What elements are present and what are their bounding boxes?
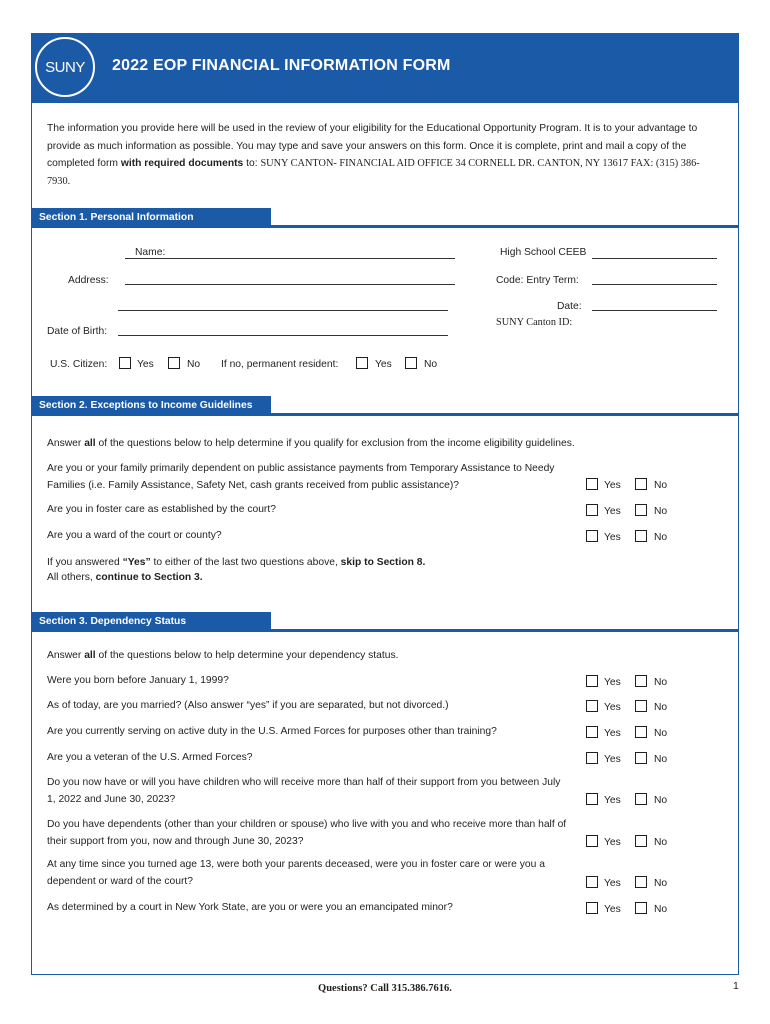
s3-q8-no-label: No bbox=[654, 904, 668, 915]
s3-q4-no-label: No bbox=[654, 754, 668, 765]
s3-q4-no-checkbox[interactable] bbox=[635, 752, 647, 764]
s3-q3-no-checkbox[interactable] bbox=[635, 726, 647, 738]
perm-no-checkbox[interactable] bbox=[405, 357, 417, 369]
s2-q2-yes-label: Yes bbox=[604, 506, 621, 517]
suny-logo: SUNY bbox=[35, 37, 95, 97]
s2-q3-yes-label: Yes bbox=[604, 532, 621, 543]
section2-continue-note: All others, continue to Section 3. bbox=[47, 572, 203, 583]
s2-q2-no-checkbox[interactable] bbox=[635, 504, 647, 516]
s3-q8-yes-label: Yes bbox=[604, 904, 621, 915]
section2-skip-note: If you answered “Yes” to either of the last two questions above, skip to Section 8. bbox=[47, 557, 426, 568]
s3-q3-yes-label: Yes bbox=[604, 728, 621, 739]
s3-q5-no-label: No bbox=[654, 795, 668, 806]
section3-instructions: Answer all of the questions below to help determine your dependency status. bbox=[47, 650, 399, 661]
page-number: 1 bbox=[733, 980, 739, 992]
s2-q3-yes-checkbox[interactable] bbox=[586, 530, 598, 542]
section2-header: Section 2. Exceptions to Income Guidelines bbox=[31, 396, 271, 416]
citizen-yes-label: Yes bbox=[137, 359, 154, 370]
s3-q7-yes-checkbox[interactable] bbox=[586, 876, 598, 888]
perm-resident-label: If no, permanent resident: bbox=[221, 359, 339, 370]
s3-q6-yes-label: Yes bbox=[604, 837, 621, 848]
s3-q7-no-label: No bbox=[654, 878, 668, 889]
s3-q6-yes-checkbox[interactable] bbox=[586, 835, 598, 847]
s2-q1-yes-checkbox[interactable] bbox=[586, 478, 598, 490]
citizen-label: U.S. Citizen: bbox=[50, 359, 108, 370]
date-field[interactable] bbox=[592, 310, 717, 311]
section1-header: Section 1. Personal Information bbox=[31, 208, 271, 228]
section1-rule bbox=[270, 225, 739, 228]
s2-q2-yes-checkbox[interactable] bbox=[586, 504, 598, 516]
name-field[interactable] bbox=[125, 258, 455, 259]
s3-q5-yes-label: Yes bbox=[604, 795, 621, 806]
s3-q2-no-label: No bbox=[654, 702, 668, 713]
address-field-1[interactable] bbox=[125, 284, 455, 285]
s3-question-7: At any time since you turned age 13, were both your parents deceased, were you in foster care or were you a dependent or ward of the court? bbox=[47, 859, 545, 887]
citizen-yes-checkbox[interactable] bbox=[119, 357, 131, 369]
intro-paragraph: The information you provide here will be used in the review of your eligibility for the Educational Opportunity Program. It is to your advantage to provide as much information as possible. You may type and save your answers on this form. Once it is complete, print and mail a copy of the completed form with required documents to: SUNY CANTON- FINANCIAL AID OFFICE 34 CORNELL DR. CANTON, NY 13617 FAX: (315) 386-7930. bbox=[47, 123, 700, 187]
ceeb-field[interactable] bbox=[592, 258, 717, 259]
s3-question-4: Are you a veteran of the U.S. Armed Forces? bbox=[47, 752, 253, 763]
s3-question-6: Do you have dependents (other than your children or spouse) who live with you and who receive more than half of their support from you, now and through June 30, 2023? bbox=[47, 819, 567, 847]
citizen-no-label: No bbox=[187, 359, 201, 370]
s3-q1-no-label: No bbox=[654, 677, 668, 688]
s3-q3-yes-checkbox[interactable] bbox=[586, 726, 598, 738]
s3-q4-yes-checkbox[interactable] bbox=[586, 752, 598, 764]
s3-q8-yes-checkbox[interactable] bbox=[586, 902, 598, 914]
s2-question-2: Are you in foster care as established by the court? bbox=[47, 504, 276, 515]
s2-q1-yes-label: Yes bbox=[604, 480, 621, 491]
s2-q1-no-label: No bbox=[654, 480, 668, 491]
s3-q4-yes-label: Yes bbox=[604, 754, 621, 765]
s3-q2-no-checkbox[interactable] bbox=[635, 700, 647, 712]
section3-header: Section 3. Dependency Status bbox=[31, 612, 271, 632]
s3-q1-no-checkbox[interactable] bbox=[635, 675, 647, 687]
s3-q5-yes-checkbox[interactable] bbox=[586, 793, 598, 805]
s3-q2-yes-checkbox[interactable] bbox=[586, 700, 598, 712]
s3-q7-no-checkbox[interactable] bbox=[635, 876, 647, 888]
s3-q3-no-label: No bbox=[654, 728, 668, 739]
address-field-2[interactable] bbox=[118, 310, 448, 311]
section3-rule bbox=[270, 629, 739, 632]
s2-q2-no-label: No bbox=[654, 506, 668, 517]
footer-questions: Questions? Call 315.386.7616. bbox=[318, 983, 452, 994]
s2-q3-no-label: No bbox=[654, 532, 668, 543]
s3-question-8: As determined by a court in New York State, are you or were you an emancipated minor? bbox=[47, 902, 453, 913]
entry-term-field[interactable] bbox=[592, 284, 717, 285]
s3-q2-yes-label: Yes bbox=[604, 702, 621, 713]
s2-q3-no-checkbox[interactable] bbox=[635, 530, 647, 542]
s3-question-5: Do you now have or will you have children who will receive more than half of their support from you between July 1, 2022 and June 30, 2023? bbox=[47, 777, 561, 805]
section2-rule bbox=[270, 413, 739, 416]
ceeb-label: High School CEEB bbox=[500, 247, 587, 258]
s3-q7-yes-label: Yes bbox=[604, 878, 621, 889]
suny-id-label: SUNY Canton ID: bbox=[496, 317, 573, 328]
s2-question-3: Are you a ward of the court or county? bbox=[47, 530, 222, 541]
s3-q6-no-label: No bbox=[654, 837, 668, 848]
dob-label: Date of Birth: bbox=[47, 326, 108, 337]
s3-q8-no-checkbox[interactable] bbox=[635, 902, 647, 914]
address-label: Address: bbox=[68, 275, 109, 286]
s3-question-3: Are you currently serving on active duty in the U.S. Armed Forces for purposes other than training? bbox=[47, 726, 497, 737]
s2-q1-no-checkbox[interactable] bbox=[635, 478, 647, 490]
name-label: Name: bbox=[135, 247, 166, 258]
s3-question-2: As of today, are you married? (Also answer “yes” if you are separated, but not divorced.) bbox=[47, 700, 449, 711]
dob-field[interactable] bbox=[118, 335, 448, 336]
perm-yes-checkbox[interactable] bbox=[356, 357, 368, 369]
section2-instructions: Answer all of the questions below to help determine if you qualify for exclusion from the income eligibility guidelines. bbox=[47, 438, 575, 449]
s2-question-1: Are you or your family primarily dependent on public assistance payments from Temporary Assistance to Needy Families (i.e. Family Assistance, Safety Net, cash grants received from public assistance)? bbox=[47, 463, 555, 491]
citizen-no-checkbox[interactable] bbox=[168, 357, 180, 369]
date-label: Date: bbox=[557, 301, 582, 312]
entry-term-label: Code: Entry Term: bbox=[496, 275, 579, 286]
form-title: 2022 EOP FINANCIAL INFORMATION FORM bbox=[112, 57, 451, 74]
s3-q1-yes-checkbox[interactable] bbox=[586, 675, 598, 687]
s3-q5-no-checkbox[interactable] bbox=[635, 793, 647, 805]
s3-q1-yes-label: Yes bbox=[604, 677, 621, 688]
perm-yes-label: Yes bbox=[375, 359, 392, 370]
s3-question-1: Were you born before January 1, 1999? bbox=[47, 675, 229, 686]
s3-q6-no-checkbox[interactable] bbox=[635, 835, 647, 847]
perm-no-label: No bbox=[424, 359, 438, 370]
